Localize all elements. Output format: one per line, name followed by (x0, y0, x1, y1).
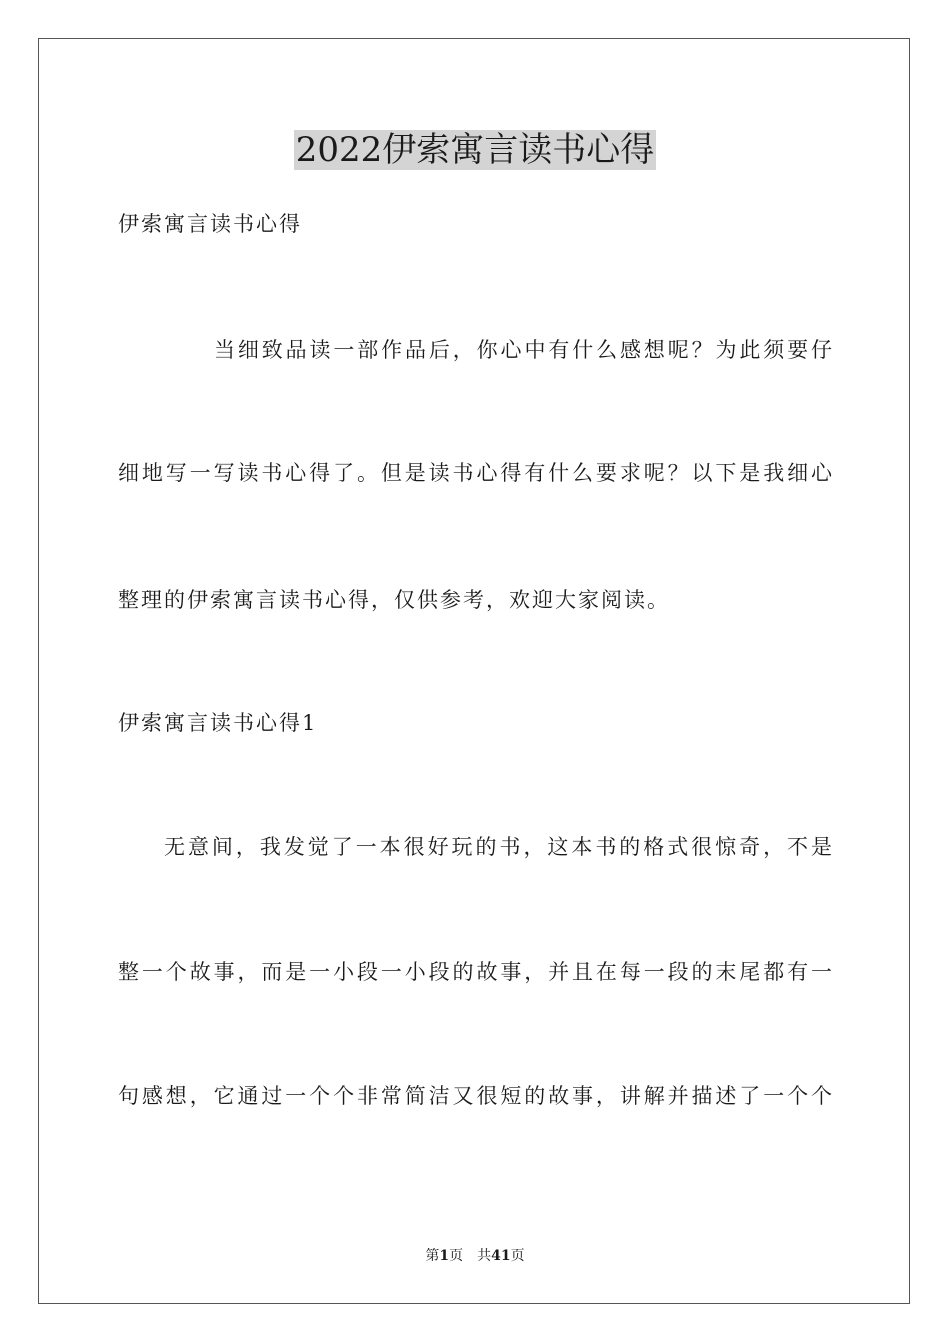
body-line-3: 句感想，它通过一个个非常简洁又很短的故事，讲解并描述了一个个 (118, 1084, 832, 1108)
body-line-2: 整一个故事，而是一小段一小段的故事，并且在每一段的末尾都有一 (118, 960, 832, 984)
section-heading: 伊索寓言读书心得1 (118, 711, 318, 735)
footer-page-number: 1 (439, 1248, 450, 1264)
document-subtitle: 伊索寓言读书心得 (118, 212, 302, 236)
footer-page-prefix: 第 (425, 1248, 440, 1264)
footer-total-suffix: 页 (510, 1248, 525, 1264)
document-title (0, 128, 950, 172)
intro-line-2: 细地写一写读书心得了。但是读书心得有什么要求呢？以下是我细心 (118, 461, 832, 485)
intro-line-1: 当细致品读一部作品后，你心中有什么感想呢？为此须要仔 (214, 338, 832, 362)
footer-total-prefix: 共 (477, 1248, 492, 1264)
intro-line-3: 整理的伊索寓言读书心得，仅供参考，欢迎大家阅读。 (118, 588, 670, 612)
document-title-text: 2022伊索寓言读书心得 (295, 130, 655, 170)
footer-total-pages: 41 (491, 1248, 511, 1264)
page-footer (0, 1246, 950, 1266)
body-line-1: 无意间，我发觉了一本很好玩的书，这本书的格式很惊奇，不是 (164, 835, 832, 859)
footer-page-suffix: 页 (449, 1248, 464, 1264)
